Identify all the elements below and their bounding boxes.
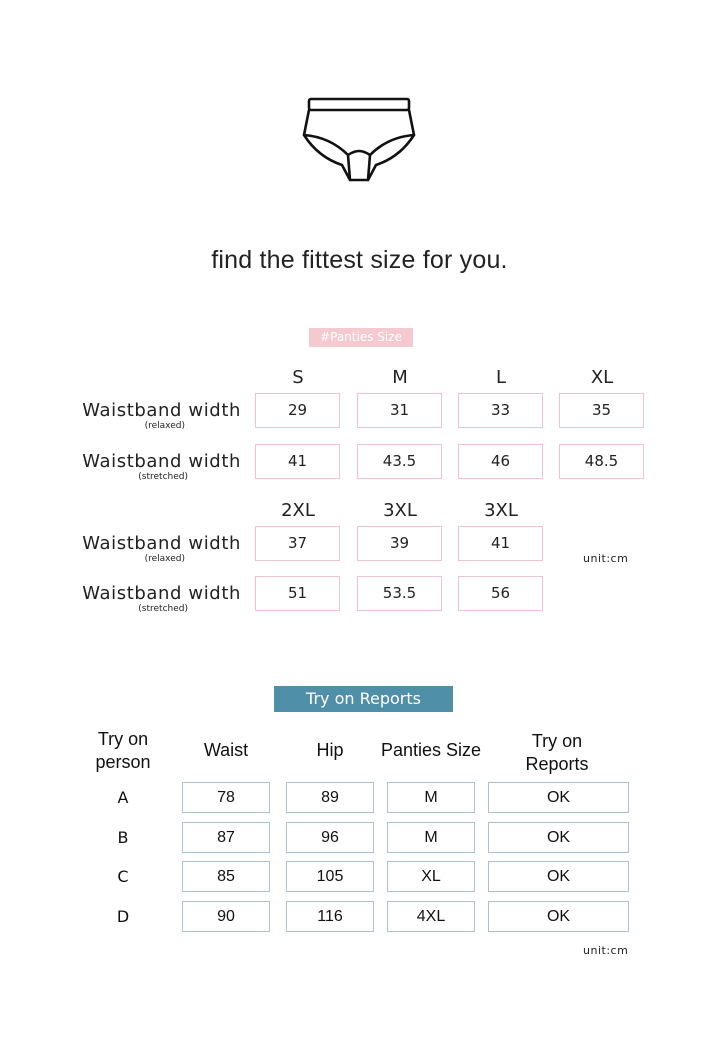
row-label-relaxed: Waistband width (relaxed): [82, 533, 241, 564]
size-header: 2XL: [281, 500, 315, 521]
size-header: 3XL: [484, 500, 518, 521]
size-cell: 4XL: [387, 901, 475, 932]
size-cell: M: [387, 782, 475, 813]
size-header: XL: [590, 367, 614, 388]
report-cell: OK: [488, 861, 629, 892]
size-value-cell: 46: [458, 444, 543, 479]
size-value-cell: 29: [255, 393, 340, 428]
size-value-cell: 53.5: [357, 576, 442, 611]
size-header: M: [392, 367, 408, 388]
header-waist: Waist: [203, 740, 249, 760]
waist-cell: 87: [182, 822, 270, 853]
row-label-stretched: Waistband width (stretched): [82, 451, 241, 482]
report-cell: OK: [488, 782, 629, 813]
hip-cell: 89: [286, 782, 374, 813]
person-label: D: [116, 907, 130, 926]
size-value-cell: 51: [255, 576, 340, 611]
size-value-cell: 56: [458, 576, 543, 611]
report-cell: OK: [488, 901, 629, 932]
page-headline: find the fittest size for you.: [211, 246, 508, 274]
size-value-cell: 31: [357, 393, 442, 428]
size-cell: XL: [387, 861, 475, 892]
waist-cell: 90: [182, 901, 270, 932]
header-hip: Hip: [316, 740, 344, 760]
hip-cell: 116: [286, 901, 374, 932]
size-header: S: [292, 367, 304, 388]
hip-cell: 96: [286, 822, 374, 853]
size-cell: M: [387, 822, 475, 853]
size-value-cell: 37: [255, 526, 340, 561]
row-label-relaxed: Waistband width (relaxed): [82, 400, 241, 431]
row-label-stretched: Waistband width (stretched): [82, 583, 241, 614]
unit-label: unit:cm: [583, 944, 629, 957]
waist-cell: 85: [182, 861, 270, 892]
size-header: 3XL: [383, 500, 417, 521]
header-try-on-reports: Try on Reports: [525, 731, 589, 774]
hip-cell: 105: [286, 861, 374, 892]
person-label: C: [117, 867, 129, 886]
size-value-cell: 41: [458, 526, 543, 561]
unit-label: unit:cm: [583, 552, 629, 565]
report-cell: OK: [488, 822, 629, 853]
size-value-cell: 33: [458, 393, 543, 428]
try-on-reports-badge: Try on Reports: [274, 686, 453, 712]
header-try-on-person: Try on person: [95, 729, 151, 772]
size-value-cell: 39: [357, 526, 442, 561]
size-value-cell: 41: [255, 444, 340, 479]
size-value-cell: 35: [559, 393, 644, 428]
size-value-cell: 48.5: [559, 444, 644, 479]
waist-cell: 78: [182, 782, 270, 813]
person-label: B: [117, 828, 129, 847]
size-header: L: [495, 367, 507, 388]
size-value-cell: 43.5: [357, 444, 442, 479]
person-label: A: [117, 788, 129, 807]
header-panties-size: Panties Size: [380, 740, 482, 760]
panties-size-badge: #Panties Size: [309, 328, 413, 347]
panties-icon: [300, 95, 418, 185]
